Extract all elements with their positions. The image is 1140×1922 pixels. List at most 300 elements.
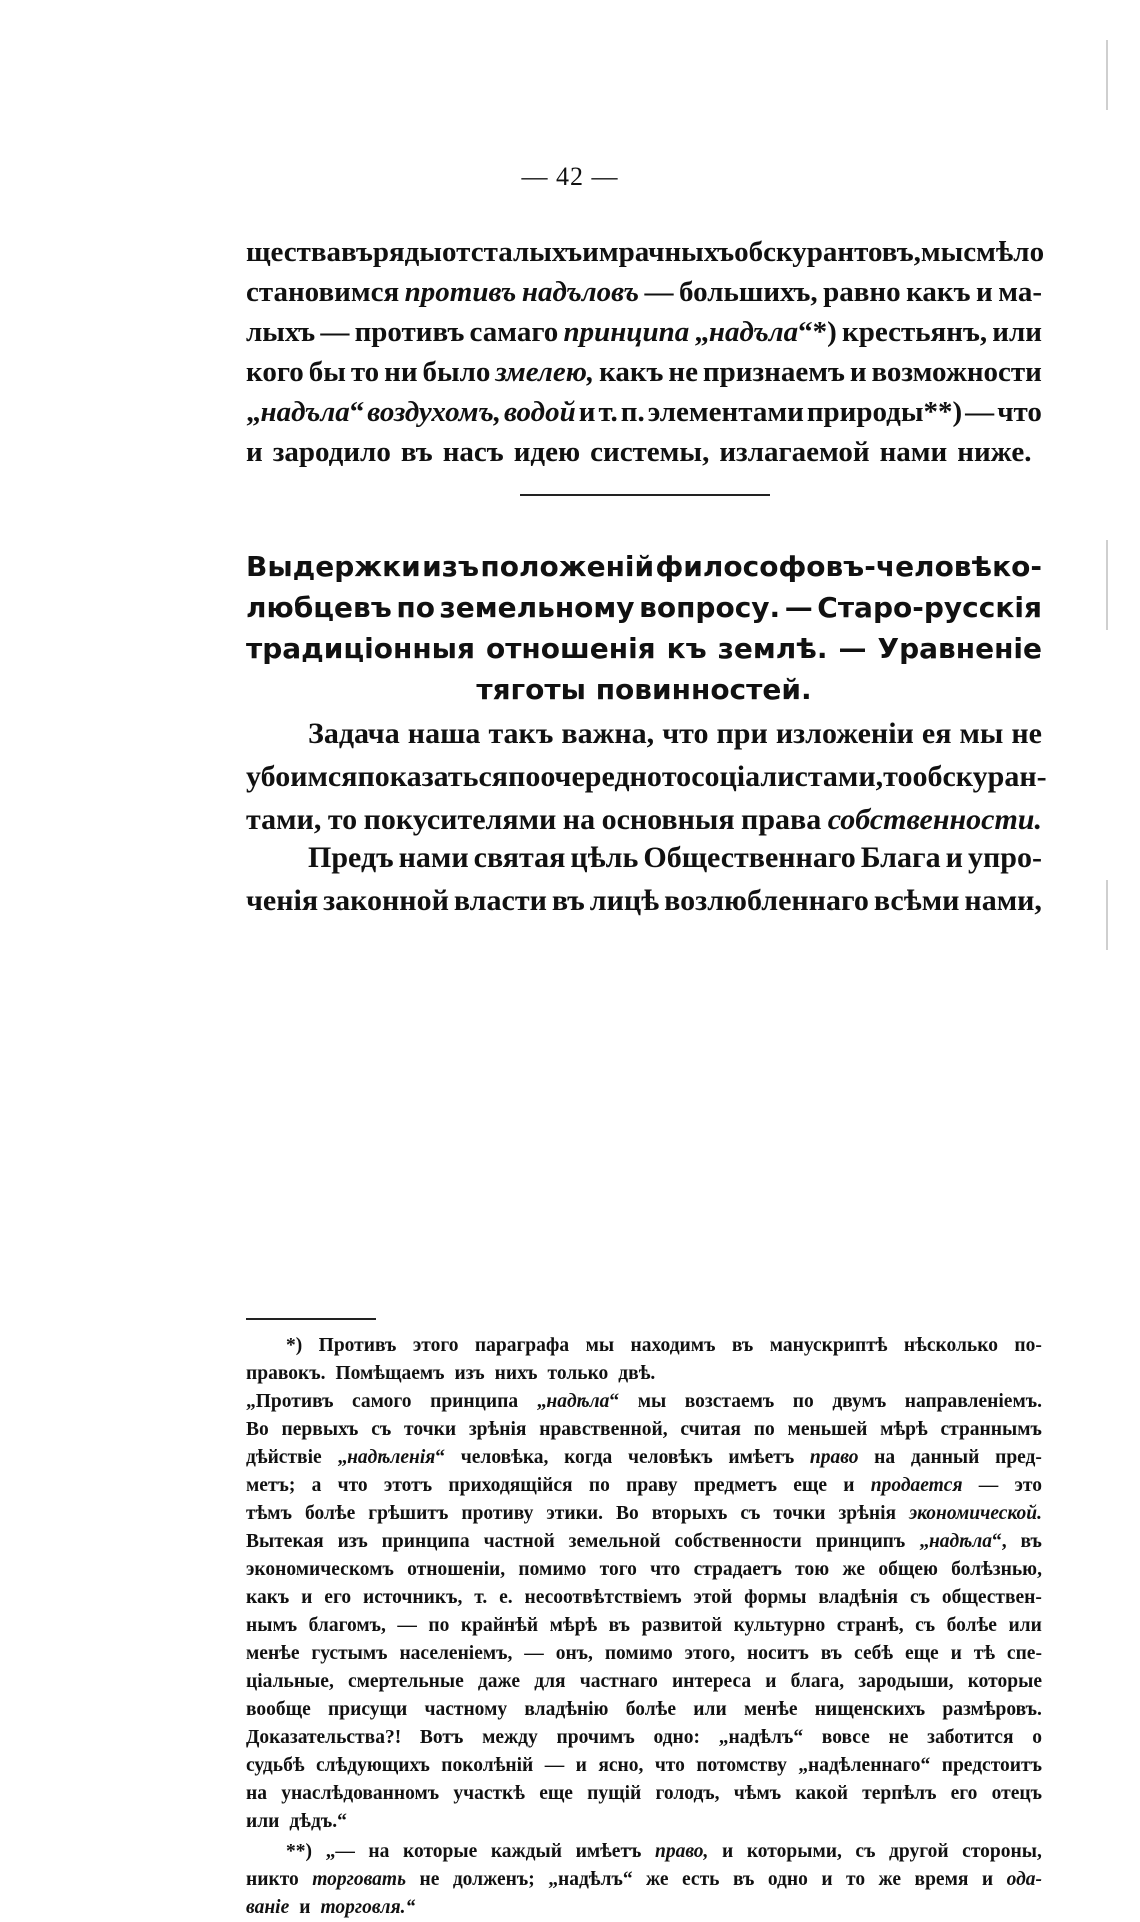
word: убоимся xyxy=(246,760,358,793)
word: пущій xyxy=(587,1783,642,1804)
word: онъ, xyxy=(555,1643,593,1664)
word: поколѣній xyxy=(441,1755,534,1776)
word: — xyxy=(838,632,867,665)
word: о xyxy=(1032,1727,1042,1748)
word: право, xyxy=(654,1841,709,1862)
word: ваніе xyxy=(246,1897,290,1918)
word: святая xyxy=(473,841,566,874)
word: системы, xyxy=(590,436,710,468)
word: или xyxy=(246,1811,280,1832)
text-line xyxy=(246,836,1042,879)
word: возстаемъ xyxy=(684,1391,775,1412)
word: и xyxy=(575,1755,587,1776)
word: слѣдующихъ xyxy=(315,1755,430,1776)
word: предметъ xyxy=(693,1475,777,1496)
word: въ xyxy=(820,1643,843,1664)
word: правокъ. xyxy=(246,1363,326,1384)
word: заботится xyxy=(927,1727,1014,1748)
word: *) xyxy=(286,1335,303,1356)
word: змелею, xyxy=(495,356,595,388)
word: спе- xyxy=(1006,1643,1042,1664)
word: а xyxy=(311,1475,322,1496)
word: еще xyxy=(793,1475,828,1496)
word: водой xyxy=(503,396,576,428)
word: зародыши, xyxy=(858,1671,954,1692)
word: того xyxy=(599,1559,637,1580)
word: или xyxy=(693,1699,727,1720)
word: какой xyxy=(795,1783,848,1804)
word: нищенскихъ xyxy=(814,1699,926,1720)
word: равно xyxy=(823,276,901,308)
word: нымъ xyxy=(246,1615,298,1636)
word: щества xyxy=(246,236,341,268)
word: власти xyxy=(453,884,547,917)
word: съ xyxy=(855,1841,876,1862)
word: одно: xyxy=(653,1727,700,1748)
text-line xyxy=(246,1416,1042,1444)
word: между xyxy=(482,1727,538,1748)
word: е. xyxy=(499,1587,513,1608)
word: Уравненіе xyxy=(877,632,1042,665)
word: самого xyxy=(352,1391,412,1412)
word: то xyxy=(350,356,380,388)
word: такъ xyxy=(488,717,554,750)
word: и xyxy=(582,236,599,268)
word: же xyxy=(842,1559,866,1580)
word: развитой xyxy=(641,1615,723,1636)
word: помимо xyxy=(604,1643,673,1664)
paragraph-2 xyxy=(246,712,1047,841)
word: страннымъ xyxy=(940,1419,1042,1440)
word: имѣетъ xyxy=(728,1447,795,1468)
word: положеній xyxy=(480,550,655,583)
word: менѣе xyxy=(743,1699,798,1720)
word: противъ xyxy=(404,276,517,308)
word: и xyxy=(299,1897,311,1918)
word: себѣ xyxy=(854,1643,894,1664)
section-heading xyxy=(246,546,1042,710)
word: экономической. xyxy=(909,1503,1042,1524)
word: — xyxy=(544,1755,565,1776)
word: даже xyxy=(477,1671,521,1692)
text-line xyxy=(246,1838,1042,1866)
word: Вотъ xyxy=(419,1727,464,1748)
word: — xyxy=(524,1643,544,1664)
footnote-rule xyxy=(246,1318,376,1320)
word: съ xyxy=(909,1587,930,1608)
word: время xyxy=(914,1869,969,1890)
word: этого xyxy=(412,1335,459,1356)
word: ниже. xyxy=(957,436,1032,468)
word: т. xyxy=(474,1587,488,1608)
text-line xyxy=(246,1668,1042,1696)
word: крестьянъ, xyxy=(842,316,988,348)
word: грѣшитъ xyxy=(368,1503,449,1524)
word: мы xyxy=(585,1335,615,1356)
word: же xyxy=(646,1869,669,1890)
word: смѣло xyxy=(963,236,1045,268)
word: его xyxy=(324,1587,352,1608)
word: изложеніи xyxy=(775,717,914,750)
word: дѣдъ.“ xyxy=(289,1811,347,1832)
word: параграфа xyxy=(474,1335,570,1356)
word: Задача xyxy=(308,717,400,750)
word: **) xyxy=(286,1841,312,1862)
word: любцевъ xyxy=(246,591,392,624)
word: излагаемой xyxy=(719,436,870,468)
word: по- xyxy=(1014,1335,1042,1356)
word: этого, xyxy=(684,1643,736,1664)
word: точки xyxy=(404,1419,457,1440)
word: въ xyxy=(341,236,373,268)
word: Помѣщаемъ xyxy=(335,1363,445,1384)
word: общею xyxy=(878,1559,938,1580)
word: природы**) xyxy=(806,396,963,428)
word: съ xyxy=(915,1615,936,1636)
word: Блага xyxy=(860,841,941,874)
word: элементами xyxy=(647,396,804,428)
word: мы xyxy=(959,717,1004,750)
word: считая xyxy=(680,1419,741,1440)
word: ченія xyxy=(246,884,319,917)
word: важна, xyxy=(561,717,655,750)
text-line xyxy=(246,1724,1042,1752)
word: размѣровъ. xyxy=(942,1699,1042,1720)
word: судьбѣ xyxy=(246,1755,305,1776)
word: не xyxy=(1011,717,1042,750)
word: нами xyxy=(879,436,948,468)
word: по xyxy=(428,1615,450,1636)
word: и xyxy=(976,276,993,308)
word: ряды xyxy=(372,236,442,268)
word: тѣмъ xyxy=(246,1503,292,1524)
word: двѣ. xyxy=(618,1363,656,1384)
word: изъ xyxy=(454,1363,485,1384)
word: нами xyxy=(398,841,469,874)
word: собственности. xyxy=(827,803,1042,836)
word: это xyxy=(1014,1475,1042,1496)
word: принципа xyxy=(381,1531,470,1552)
word: человѣкъ xyxy=(628,1447,713,1468)
text-line xyxy=(246,1894,1042,1922)
word: изъ xyxy=(422,550,480,583)
text-line xyxy=(246,352,1042,392)
word: ода- xyxy=(1006,1869,1042,1890)
word: п. xyxy=(620,396,645,428)
text-line xyxy=(246,392,1042,432)
word: манускриптѣ xyxy=(769,1335,888,1356)
word: мрачныхъ xyxy=(598,236,735,268)
text-line xyxy=(246,1640,1042,1668)
word: „Противъ xyxy=(246,1391,334,1412)
word: отношенія xyxy=(485,632,656,665)
word: противъ xyxy=(354,316,465,348)
word: въ xyxy=(1020,1531,1042,1552)
word: отношеніи, xyxy=(407,1559,506,1580)
text-line xyxy=(246,432,1042,472)
word: по xyxy=(588,1475,610,1496)
word: бы xyxy=(308,356,346,388)
word: становимся xyxy=(246,276,400,308)
word: владѣнія xyxy=(818,1587,899,1608)
word: — xyxy=(320,316,350,348)
text-line xyxy=(246,1388,1042,1416)
word: для xyxy=(534,1671,566,1692)
word: показаться xyxy=(357,760,509,793)
word: изъ xyxy=(337,1531,368,1552)
word: есть xyxy=(682,1869,720,1890)
text-line xyxy=(246,1752,1042,1780)
word: надъловъ xyxy=(521,276,639,308)
word: еще xyxy=(904,1643,939,1664)
word: вторыхъ xyxy=(651,1503,728,1524)
word: одно xyxy=(767,1869,808,1890)
word: вовсе xyxy=(821,1727,870,1748)
word: мѣрѣ xyxy=(880,1419,928,1440)
text-line xyxy=(246,1612,1042,1640)
word: цѣль xyxy=(570,841,639,874)
word: метъ; xyxy=(246,1475,296,1496)
word: насъ xyxy=(442,436,504,468)
word: что xyxy=(662,717,709,750)
word: то xyxy=(661,760,692,793)
word: что xyxy=(654,1755,685,1776)
word: Во xyxy=(246,1419,269,1440)
word: чѣмъ xyxy=(733,1783,782,1804)
word: „надъла“ xyxy=(246,396,365,428)
text-line xyxy=(246,587,1042,628)
word: присущи xyxy=(328,1699,408,1720)
word: по xyxy=(753,1419,775,1440)
word: владѣнію xyxy=(524,1699,609,1720)
word: лицѣ xyxy=(589,884,660,917)
text-line xyxy=(246,1556,1042,1584)
word: на xyxy=(246,1783,267,1804)
word: земельному xyxy=(439,591,635,624)
word: философовъ-человѣко- xyxy=(655,550,1042,583)
word: и xyxy=(578,396,596,428)
word: традиціонныя xyxy=(246,632,475,665)
text-line xyxy=(246,1472,1042,1500)
word: что xyxy=(650,1559,681,1580)
word: и xyxy=(722,1841,734,1862)
text-line xyxy=(246,232,1045,272)
word: населеніемъ, xyxy=(399,1643,513,1664)
word: вообще xyxy=(246,1699,311,1720)
word: стороны, xyxy=(962,1841,1042,1862)
word: этой xyxy=(693,1587,733,1608)
text-line xyxy=(246,1332,1042,1360)
word: которые xyxy=(967,1671,1042,1692)
word: самаго xyxy=(469,316,559,348)
text-line xyxy=(246,1528,1042,1556)
word: человѣка, xyxy=(460,1447,549,1468)
word: и xyxy=(981,1869,994,1890)
word: нихъ xyxy=(494,1363,538,1384)
footnote-1 xyxy=(246,1332,1042,1836)
word: въ xyxy=(732,1869,755,1890)
word: принципъ xyxy=(815,1531,906,1552)
word: частнаго xyxy=(579,1671,658,1692)
text-line xyxy=(246,1866,1042,1894)
word: зрѣнія xyxy=(468,1419,527,1440)
word: направленіемъ. xyxy=(904,1391,1042,1412)
scan-edge-line xyxy=(1106,540,1108,630)
word: въ xyxy=(400,436,433,468)
scan-edge-line xyxy=(1106,40,1108,110)
word: культурно xyxy=(733,1615,826,1636)
word: этотъ xyxy=(383,1475,433,1496)
word: или xyxy=(992,316,1042,348)
word: мы xyxy=(637,1391,667,1412)
text-line xyxy=(246,628,1042,669)
word: обществен- xyxy=(941,1587,1042,1608)
word: каждый xyxy=(490,1841,562,1862)
word: воздухомъ, xyxy=(367,396,501,428)
word: которые xyxy=(402,1841,478,1862)
word: ціальные, xyxy=(246,1671,334,1692)
word: никто xyxy=(246,1869,299,1890)
word: Старо-русскія xyxy=(817,591,1042,624)
page-number: — 42 — xyxy=(521,162,619,191)
word: „надъла“*) xyxy=(694,316,837,348)
word: голодъ, xyxy=(655,1783,720,1804)
word: мѣрѣ xyxy=(549,1615,598,1636)
text-line xyxy=(246,312,1042,352)
text-line xyxy=(246,755,1047,798)
word: прочимъ xyxy=(556,1727,635,1748)
word: терпѣлъ xyxy=(862,1783,937,1804)
word: — xyxy=(978,1475,999,1496)
word: благомъ, xyxy=(308,1615,386,1636)
word: возможности xyxy=(871,356,1042,388)
word: то xyxy=(327,803,358,836)
word: другой xyxy=(889,1841,949,1862)
word: нами, xyxy=(964,884,1042,917)
text-line xyxy=(246,1500,1042,1528)
word: этики. xyxy=(546,1503,603,1524)
word: — xyxy=(644,276,674,308)
word: предстоитъ xyxy=(941,1755,1042,1776)
word: помимо xyxy=(518,1559,587,1580)
word: формы xyxy=(744,1587,807,1608)
word: нѣсколько xyxy=(903,1335,998,1356)
word: и xyxy=(821,1869,833,1890)
word: находимъ xyxy=(630,1335,716,1356)
word: когда xyxy=(564,1447,613,1468)
word: — xyxy=(397,1615,417,1636)
word: и xyxy=(301,1587,313,1608)
word: болѣе xyxy=(625,1699,677,1720)
word: отецъ xyxy=(991,1783,1042,1804)
word: принципа xyxy=(430,1391,519,1412)
word: меньшей xyxy=(787,1419,868,1440)
word: ма- xyxy=(998,276,1042,308)
word: то xyxy=(883,760,913,793)
word: Предъ xyxy=(308,841,394,874)
word: которыми, xyxy=(746,1841,842,1862)
word: наша xyxy=(407,717,481,750)
word: продается xyxy=(870,1475,963,1496)
word: „надѣла“ xyxy=(536,1391,620,1412)
word: болѣе xyxy=(946,1615,997,1636)
word: т. xyxy=(598,396,618,428)
word: частной xyxy=(483,1531,555,1552)
paragraph-1 xyxy=(246,232,1045,472)
word: Общественнаго xyxy=(643,841,856,874)
word: идею xyxy=(513,436,581,468)
word: потомству xyxy=(696,1755,787,1776)
word: густымъ xyxy=(311,1643,388,1664)
word: только xyxy=(547,1363,609,1384)
word: праву xyxy=(626,1475,678,1496)
word: право xyxy=(809,1447,859,1468)
word: обскуран- xyxy=(912,760,1047,793)
text-line xyxy=(246,1584,1042,1612)
word: блага, xyxy=(790,1671,845,1692)
word: ея xyxy=(921,717,952,750)
word: что xyxy=(997,396,1042,428)
text-line xyxy=(246,669,1042,710)
word: права xyxy=(741,803,822,836)
word: тами, xyxy=(246,803,322,836)
text-line xyxy=(246,1696,1042,1724)
word: земельной xyxy=(568,1531,661,1552)
text-line xyxy=(246,879,1042,922)
word: въ xyxy=(731,1335,754,1356)
word: имѣетъ xyxy=(575,1841,642,1862)
word: противу xyxy=(461,1503,534,1524)
word: и xyxy=(246,436,263,468)
word: вопросу. xyxy=(639,591,781,624)
text-line xyxy=(246,272,1042,312)
word: признаемъ xyxy=(702,356,845,388)
word: — xyxy=(784,591,813,624)
word: покусителями xyxy=(363,803,557,836)
word: — xyxy=(965,396,995,428)
word: и xyxy=(849,356,867,388)
text-line xyxy=(246,712,1042,755)
word: болѣе xyxy=(304,1503,356,1524)
word: какъ xyxy=(906,276,971,308)
word: съ xyxy=(740,1503,761,1524)
word: „надѣла“, xyxy=(919,1531,1007,1552)
word: источникъ, xyxy=(362,1587,463,1608)
word: „надѣленнаго“ xyxy=(798,1755,931,1776)
word: же xyxy=(878,1869,902,1890)
word: упро- xyxy=(967,841,1042,874)
word: по xyxy=(792,1391,814,1412)
word: дѣйствіе xyxy=(246,1447,322,1468)
word: зародило xyxy=(272,436,391,468)
word: основныя xyxy=(601,803,735,836)
word: ясно, xyxy=(598,1755,644,1776)
word: принципа xyxy=(563,316,690,348)
word: не xyxy=(668,356,698,388)
word: Вытекая xyxy=(246,1531,324,1552)
text-line xyxy=(246,546,1042,587)
word: тѣ xyxy=(973,1643,996,1664)
word: „— xyxy=(325,1841,355,1862)
word: зрѣнія xyxy=(838,1503,897,1524)
word: менѣе xyxy=(246,1643,300,1664)
word: какъ xyxy=(599,356,664,388)
word: первыхъ xyxy=(281,1419,359,1440)
word: смертельные xyxy=(347,1671,464,1692)
word: было xyxy=(422,356,491,388)
word: торговать xyxy=(312,1869,407,1890)
text-line xyxy=(246,1780,1042,1808)
